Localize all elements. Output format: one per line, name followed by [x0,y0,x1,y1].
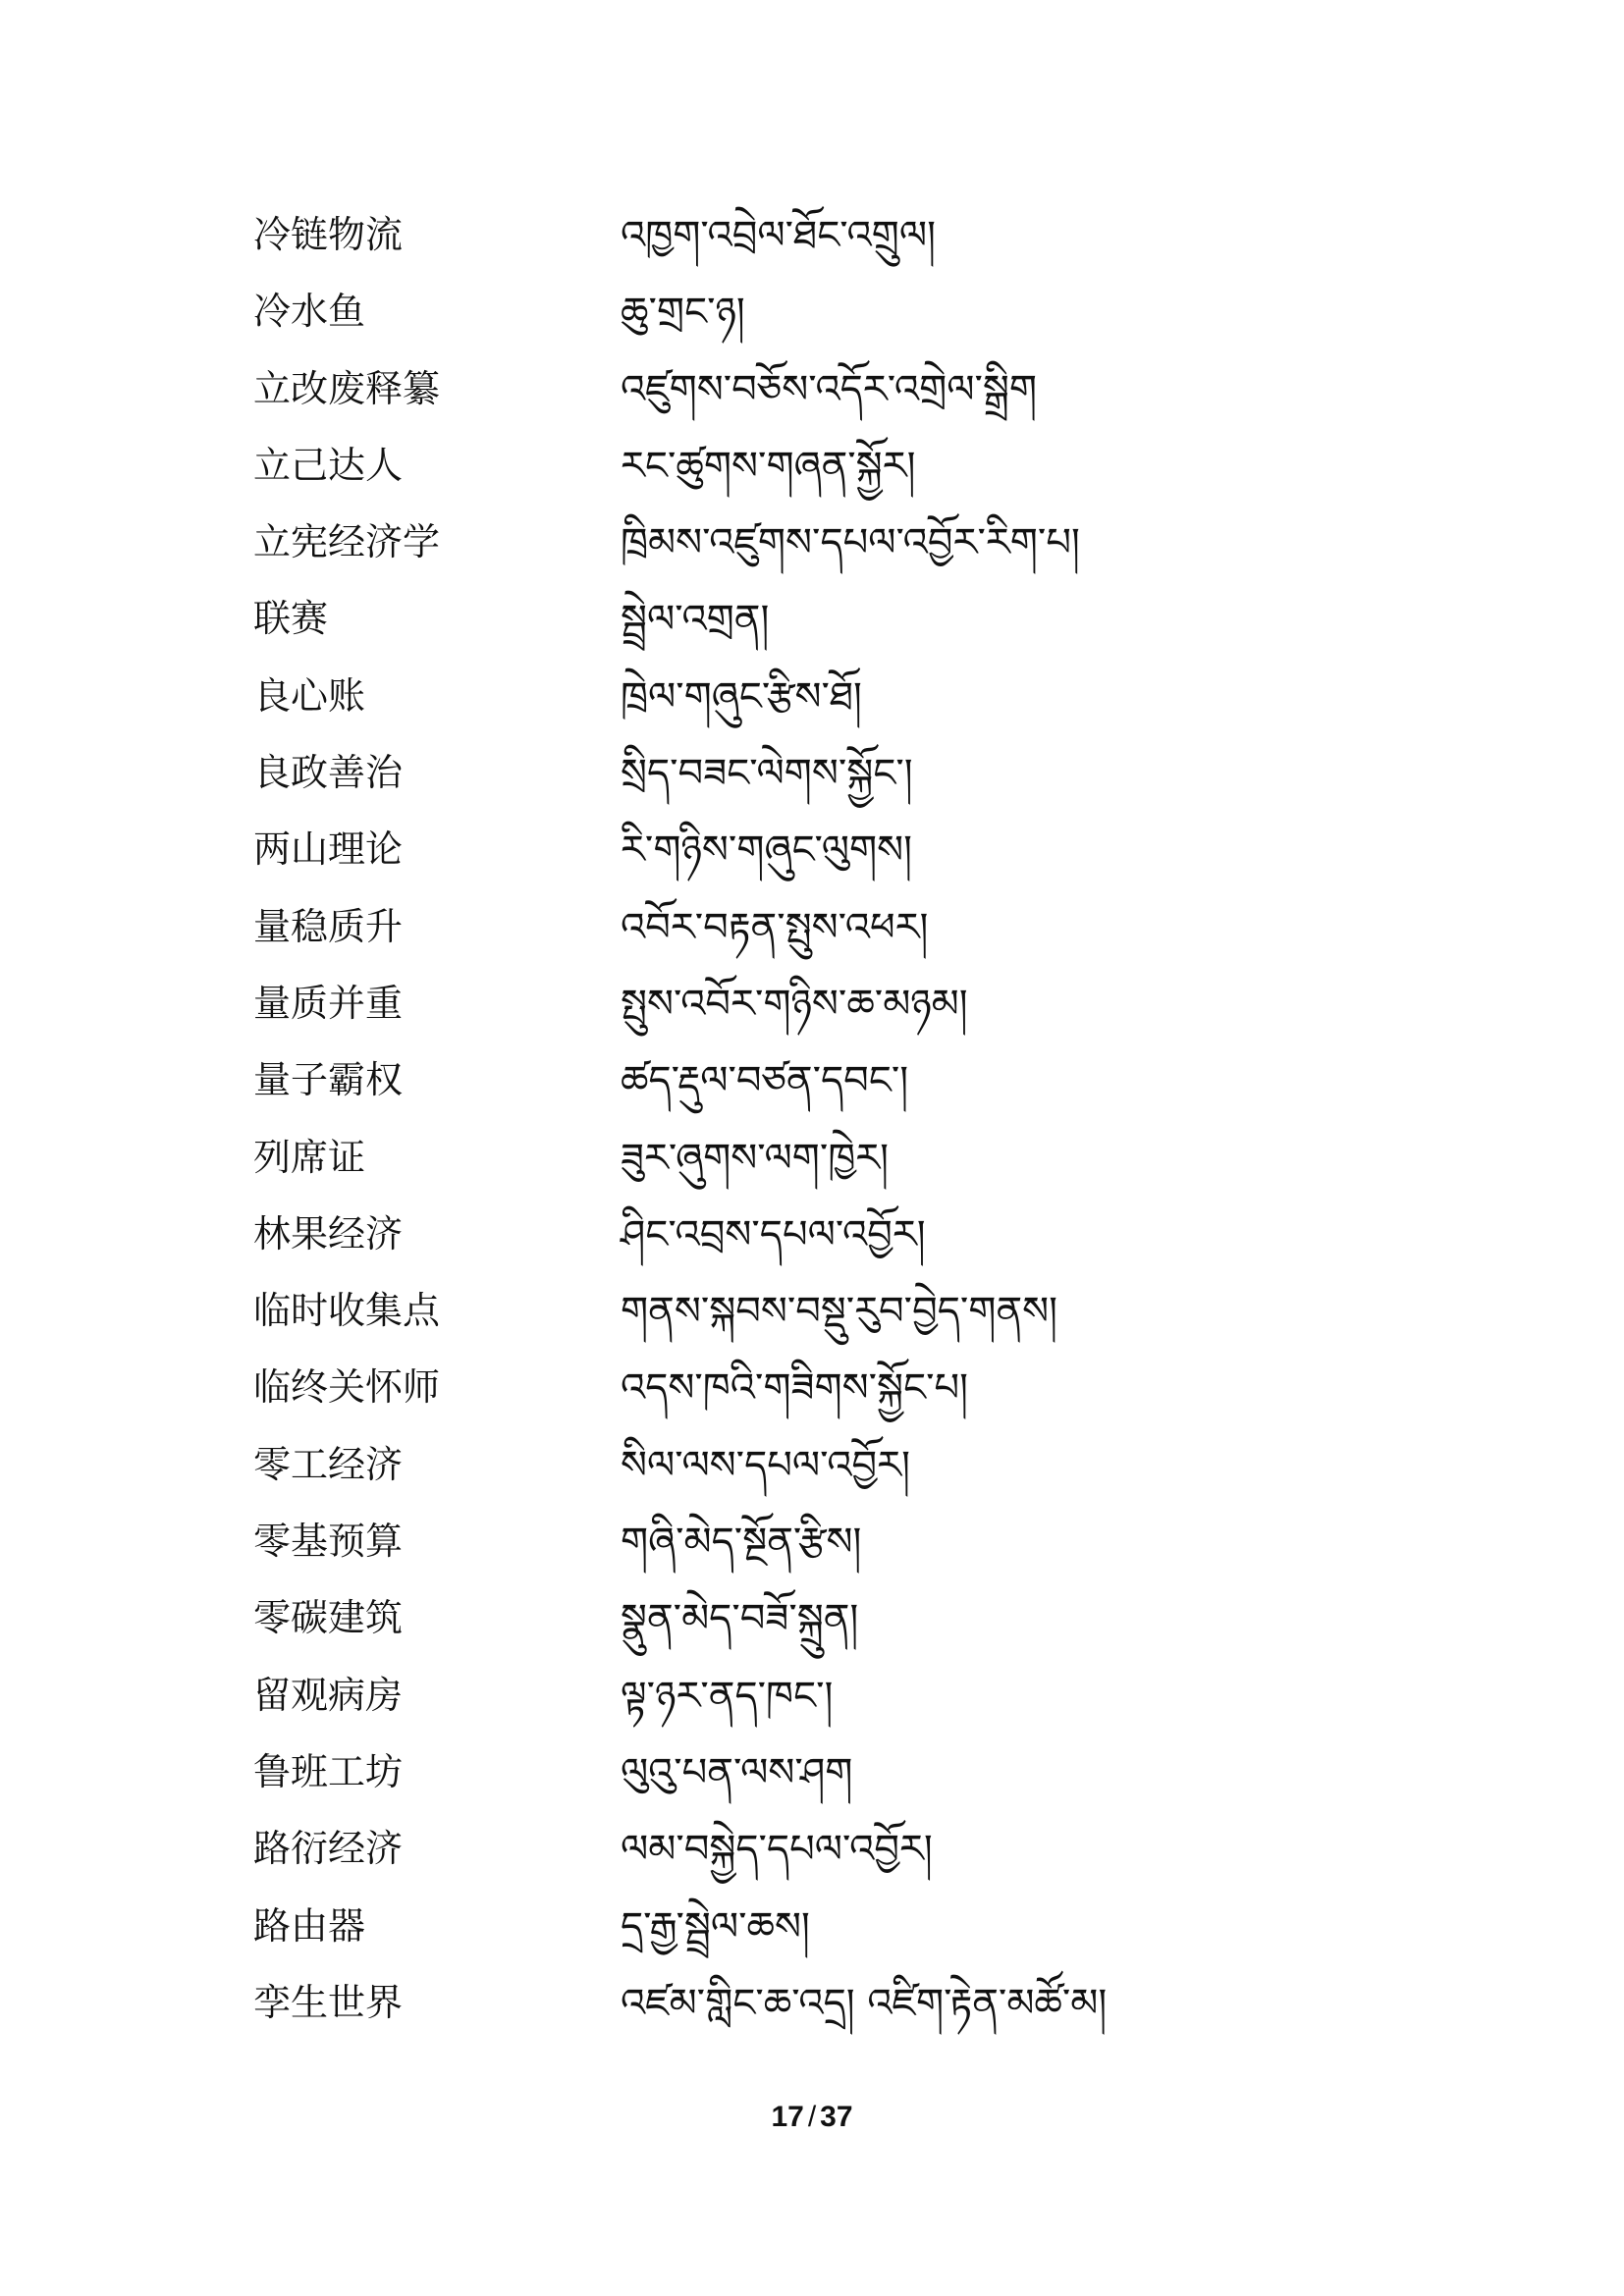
glossary-entry [253,744,1432,821]
chinese-term: 量稳质升 [253,904,404,948]
tibetan-term: སྤུས་འབོར་གཉིས་ཆ་མཉམ། [621,981,968,1027]
tibetan-term: གནས་སྐབས་བསྡུ་རུབ་བྱེད་གནས། [621,1289,1057,1335]
chinese-term: 量质并重 [253,981,404,1025]
tibetan-term: སྲིད་བཟང་ལེགས་སྐྱོང་། [621,751,913,797]
glossary-entry [253,1743,1432,1820]
glossary-entry [253,360,1432,437]
chinese-term: 路衍经济 [253,1827,404,1871]
glossary-entry [253,283,1432,359]
glossary-entry [253,1589,1432,1666]
tibetan-term: འབོར་བརྟན་སྤུས་འཕར། [621,904,929,950]
tibetan-term: ཤིང་འབྲས་དཔལ་འབྱོར། [621,1211,926,1257]
chinese-term: 路由器 [253,1903,366,1948]
glossary-entry [253,1897,1432,1974]
tibetan-term: ཚད་རྡུལ་བཙན་དབང་། [621,1058,909,1104]
tibetan-term: དྲ་རྒྱ་སྦྲེལ་ཆས། [621,1903,810,1949]
chinese-term: 临时收集点 [253,1289,441,1333]
tibetan-term: སྣུན་མེད་བཟོ་སྐྲུན། [621,1596,859,1642]
tibetan-term: སྦྲེལ་འགྲན། [621,597,770,643]
chinese-term: 列席证 [253,1135,366,1179]
page-separator: / [807,2101,817,2133]
glossary-entry [253,1436,1432,1513]
tibetan-term: འདས་ཁའི་གཟིགས་སྐྱོང་པ། [621,1365,969,1412]
chinese-term: 立改废释纂 [253,366,441,410]
chinese-term: 鲁班工坊 [253,1749,404,1793]
chinese-term: 两山理论 [253,828,404,872]
tibetan-term: རི་གཉིས་གཞུང་ལུགས། [621,828,912,874]
chinese-term: 冷水鱼 [253,290,366,334]
chinese-term: 良心账 [253,673,366,718]
glossary-entry [253,1129,1432,1205]
tibetan-term: ཁྲིམས་འཛུགས་དཔལ་འབྱོར་རིག་པ། [621,520,1080,566]
glossary-entry [253,1359,1432,1435]
total-pages: 37 [820,2101,853,2133]
glossary-entry [253,1205,1432,1282]
tibetan-term: ཟུར་ཞུགས་ལག་ཁྱེར། [621,1135,890,1181]
glossary-entry [253,1051,1432,1128]
chinese-term: 孪生世界 [253,1980,404,2024]
glossary-entry [253,206,1432,283]
glossary-entry [253,821,1432,897]
tibetan-term: ཆུ་གྲང་ཉ། [621,290,745,336]
chinese-term: 临终关怀师 [253,1365,441,1410]
chinese-term: 立己达人 [253,443,404,487]
glossary-entry [253,437,1432,513]
chinese-term: 零工经济 [253,1442,404,1486]
glossary-entry [253,975,1432,1051]
glossary-entry [253,1820,1432,1896]
glossary-entry [253,1667,1432,1743]
glossary-entry [253,1974,1432,2051]
page-number [0,2101,1624,2134]
current-page: 17 [771,2101,804,2133]
tibetan-term: གཞི་མེད་སྔོན་རྩིས། [621,1520,862,1566]
glossary-entry [253,590,1432,667]
chinese-term: 林果经济 [253,1211,404,1255]
glossary-entry [253,667,1432,744]
tibetan-term: སིལ་ལས་དཔལ་འབྱོར། [621,1442,910,1488]
tibetan-term: འཁྱག་འབྲེལ་ཐོང་འགྲུལ། [621,213,936,258]
glossary-entry [253,898,1432,975]
tibetan-term: འཛམ་གླིང་ཆ་འདྲ། འཛིག་རྟེན་མཚོ་མ། [621,1980,1108,2026]
tibetan-term: ལྟ་ཉར་ནད་ཁང་། [621,1673,834,1719]
chinese-term: 冷链物流 [253,213,404,256]
tibetan-term: རང་ཚུགས་གཞན་སྐྱོར། [621,443,916,489]
glossary-entry [253,513,1432,590]
glossary-list [253,206,1432,2051]
glossary-entry [253,1282,1432,1359]
chinese-term: 良政善治 [253,751,404,795]
glossary-entry [253,1513,1432,1589]
tibetan-term: ལམ་བསྐྱེད་དཔལ་འབྱོར། [621,1827,933,1873]
tibetan-term: ལུའུ་པན་ལས་ཤག [621,1749,853,1795]
chinese-term: 零碳建筑 [253,1596,404,1640]
chinese-term: 立宪经济学 [253,520,441,564]
chinese-term: 量子霸权 [253,1058,404,1102]
chinese-term: 零基预算 [253,1520,404,1564]
chinese-term: 留观病房 [253,1673,404,1717]
tibetan-term: ཁྲེལ་གཞུང་རྩིས་ཐོ། [621,673,862,720]
chinese-term: 联赛 [253,597,329,641]
tibetan-term: འཛུགས་བཅོས་འདོར་འགྲེལ་སྒྲིག [621,366,1038,412]
